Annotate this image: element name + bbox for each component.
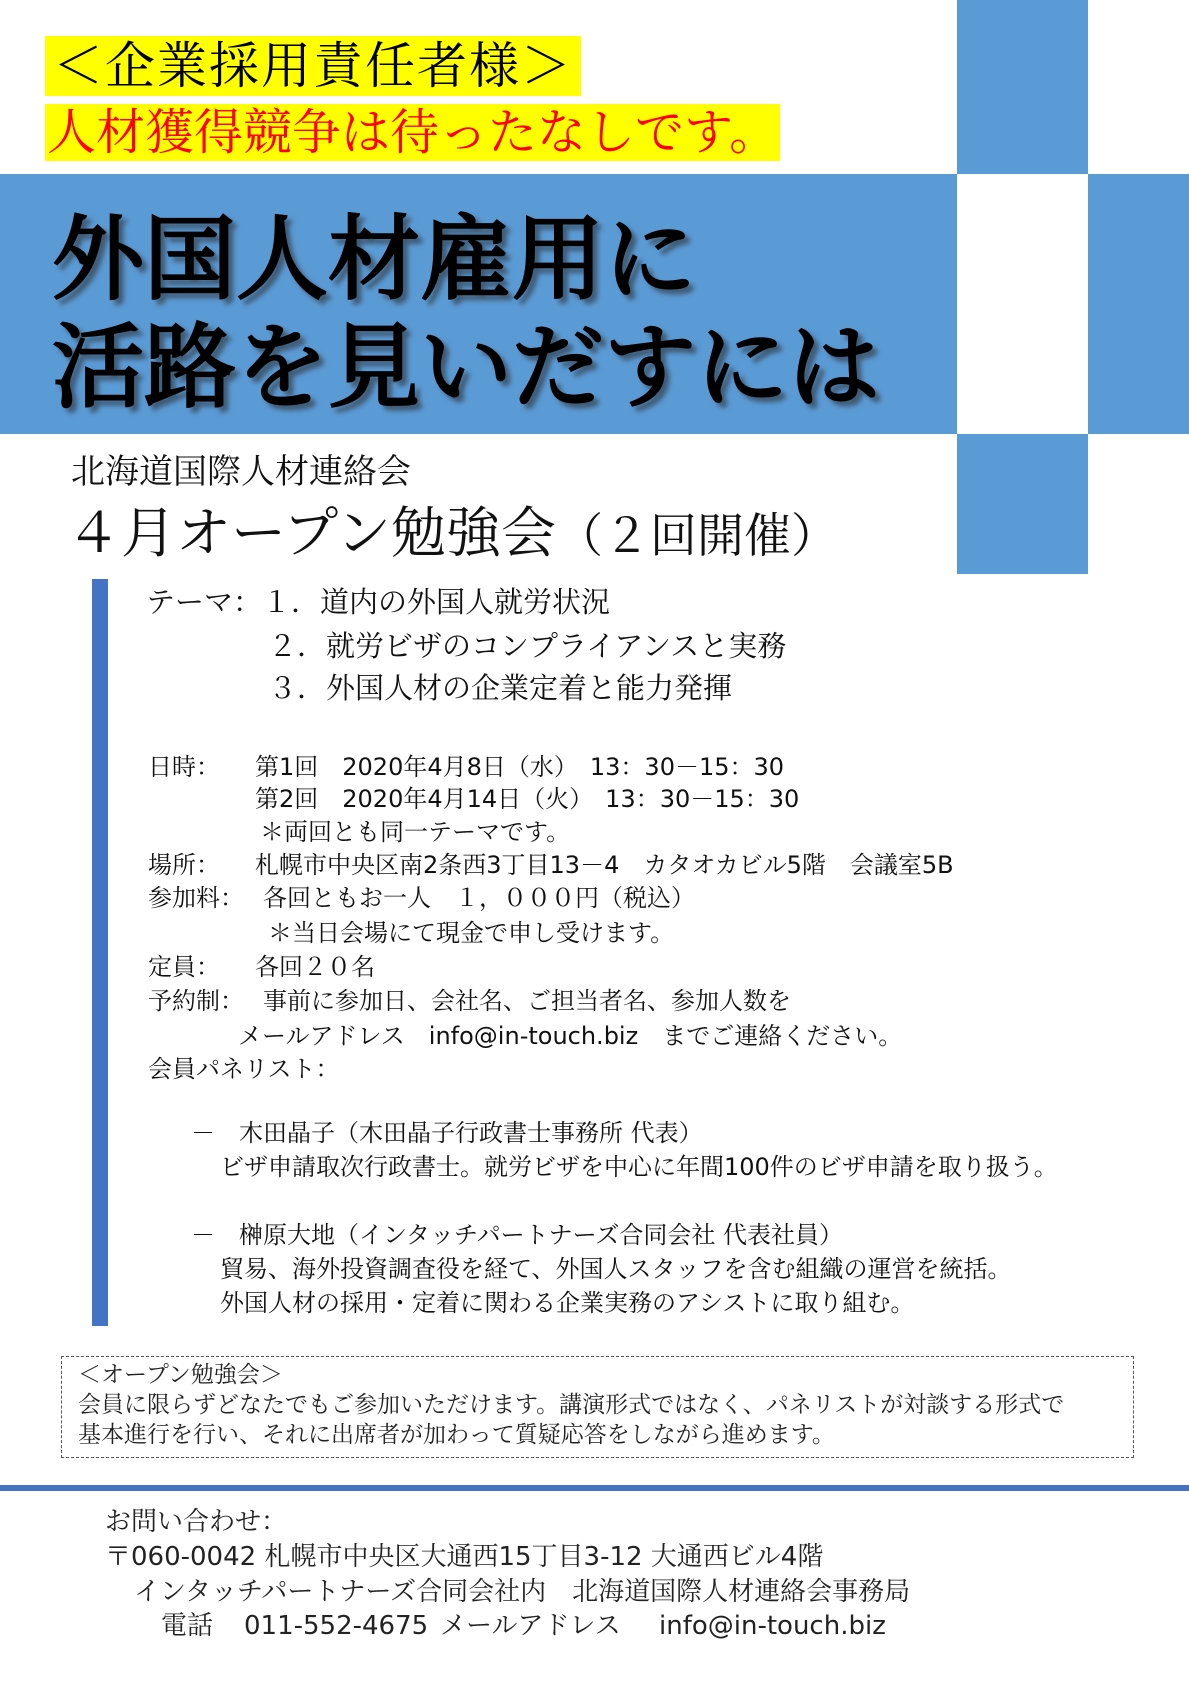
main-title-line-1: 外国人材雇用に [52, 206, 697, 313]
section-accent-bar [92, 579, 108, 1326]
theme-item: ２．就労ビザのコンプライアンスと実務 [268, 629, 787, 663]
checker-square-top [957, 0, 1088, 174]
venue-label: 場所： [148, 851, 220, 879]
reservation-instructions: 事前に参加日、会社名、ご担当者名、参加人数を [263, 987, 791, 1015]
panelist-name: － 木田晶子（木田晶子行政書士事務所 代表） [191, 1119, 703, 1147]
fee-value: 各回ともお一人 １，０００円（税込） [263, 884, 695, 912]
contact-office: インタッチパートナーズ合同会社内 北海道国際人材連絡会事務局 [134, 1577, 911, 1607]
checker-square-bottom [957, 434, 1088, 574]
session-2-datetime: 第2回 2020年4月14日（火） 13：30－15：30 [255, 785, 800, 813]
main-title-line-2: 活路を見いだすには [52, 314, 881, 421]
panelist-bio: 外国人材の採用・定着に関わる企業実務のアシストに取り組む。 [220, 1289, 915, 1317]
session-1-datetime: 第1回 2020年4月8日（水） 13：30－15：30 [255, 753, 785, 781]
event-title-note: （２回開催） [556, 509, 839, 564]
capacity-value: 各回２０名 [255, 953, 375, 981]
notice-line: 会員に限らずどなたでもご参加いただけます。講演形式ではなく、パネリストが対談する形式で [78, 1392, 1065, 1418]
tagline: 人材獲得競争は待ったなしです。 [47, 104, 779, 161]
venue-address: 札幌市中央区南2条西3丁目13－4 カタオカビル5階 会議室5B [255, 851, 954, 879]
reservation-email-line: メールアドレス info@in-touch.biz までご連絡ください。 [238, 1022, 903, 1050]
audience-heading: ＜企業採用責任者様＞ [45, 36, 581, 96]
phone-label: 電話 [161, 1611, 214, 1641]
phone-number: 011-552-4675 [244, 1611, 429, 1641]
panelist-bio: 貿易、海外投資調査役を経て、外国人スタッフを含む組織の運営を統括。 [220, 1255, 1012, 1283]
footer-divider [0, 1485, 1189, 1491]
open-session-notice-box [61, 1356, 1134, 1458]
fee-label: 参加料： [148, 884, 244, 912]
theme-item: ３．外国人材の企業定着と能力発揮 [268, 671, 733, 705]
panelist-bio: ビザ申請取次行政書士。就労ビザを中心に年間100件のビザ申請を取り扱う。 [220, 1153, 1058, 1181]
capacity-label: 定員： [148, 953, 220, 981]
datetime-note: ＊両回とも同一テーマです。 [260, 818, 571, 846]
reservation-label: 予約制： [148, 987, 244, 1015]
checker-square-middle [1088, 174, 1189, 434]
organizer-name: 北海道国際人材連絡会 [71, 452, 411, 492]
notice-heading: ＜オープン勉強会＞ [78, 1362, 283, 1388]
contact-address: 〒060-0042 札幌市中央区大通西15丁目3-12 大通西ビル4階 [105, 1542, 824, 1572]
fee-note: ＊当日会場にて現金で申し受けます。 [268, 919, 675, 947]
event-title-main: ４月オープン勉強会 [66, 501, 557, 565]
contact-heading: お問い合わせ： [105, 1507, 288, 1537]
theme-item: １．道内の外国人就労状況 [262, 585, 611, 619]
email-label: メールアドレス [440, 1611, 621, 1641]
contact-email: info@in-touch.biz [659, 1611, 886, 1641]
datetime-label: 日時： [148, 753, 220, 781]
event-title [66, 502, 838, 568]
panelists-label: 会員パネリスト： [148, 1055, 340, 1083]
notice-line: 基本進行を行い、それに出席者が加わって質疑応答をしながら進めます。 [78, 1422, 835, 1448]
panelist-name: － 榊原大地（インタッチパートナーズ合同会社 代表社員） [191, 1221, 844, 1249]
theme-label: テーマ： [146, 585, 263, 619]
